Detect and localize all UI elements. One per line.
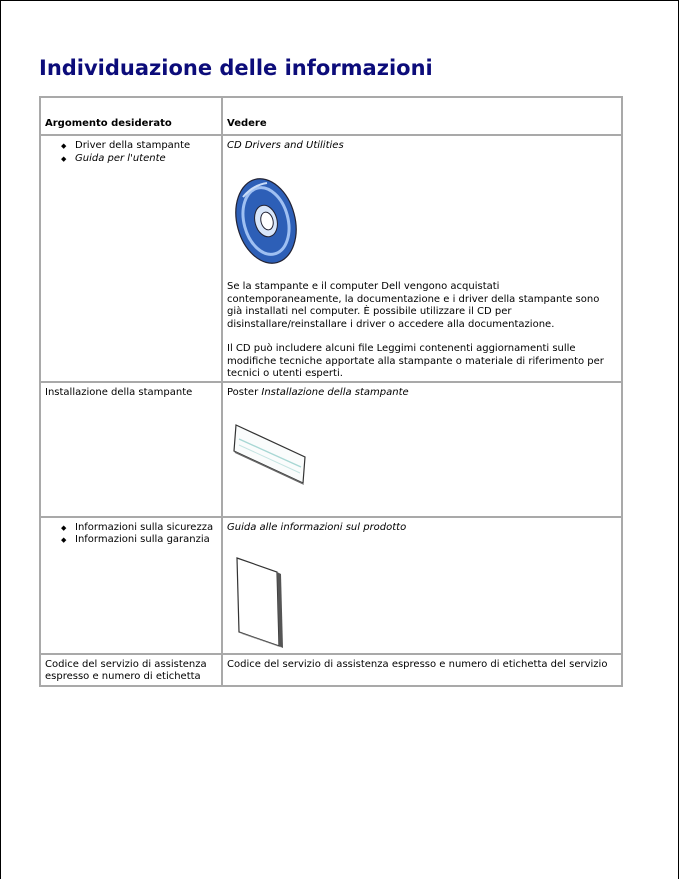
row4-see: Codice del servizio di assistenza espresso e numero di etichetta del servizio	[222, 654, 622, 686]
poster-caption: Poster Installazione della stampante	[227, 386, 409, 398]
row3-see	[222, 517, 622, 654]
list-item: ◆ Driver della stampante	[75, 140, 217, 153]
row1-topic	[40, 135, 222, 382]
guide-caption: Guida alle informazioni sul prodotto	[227, 521, 407, 533]
booklet-icon	[233, 556, 617, 653]
cd-paragraph-2: Il CD può includere alcuni file Leggimi contenenti aggiornamenti sulle modifiche tecniche apportate alla stampante o materiale di riferimento per tecnici o utenti esperti.	[227, 343, 604, 379]
info-table	[39, 96, 623, 687]
list-item[interactable]: ◆ Guida per l'utente	[75, 153, 217, 166]
poster-icon	[233, 423, 617, 492]
table-row	[40, 135, 622, 382]
table-header-row	[40, 97, 622, 135]
header-topic: Argomento desiderato	[40, 97, 222, 135]
row1-list	[45, 140, 217, 165]
cd-icon	[233, 177, 617, 274]
list-item: ◆ Informazioni sulla garanzia	[75, 534, 217, 547]
list-item: ◆ Informazioni sulla sicurezza	[75, 522, 217, 535]
table-row	[40, 517, 622, 654]
page-title: Individuazione delle informazioni	[39, 56, 433, 80]
row4-topic: Codice del servizio di assistenza espresso e numero di etichetta	[40, 654, 222, 686]
table-row	[40, 382, 622, 517]
row3-topic	[40, 517, 222, 654]
cd-paragraph-1: Se la stampante e il computer Dell vengono acquistati contemporaneamente, la documentazione e i driver della stampante sono già installati nel computer. È possibile utilizzare il CD per disinstallare/reinstallare i driver o accedere alla documentazione.	[227, 281, 600, 330]
header-see: Vedere	[222, 97, 622, 135]
cd-title: CD Drivers and Utilities	[227, 140, 344, 151]
row3-list	[45, 522, 217, 547]
table-row	[40, 654, 622, 686]
row2-see	[222, 382, 622, 517]
row2-topic: Installazione della stampante	[40, 382, 222, 517]
row1-see	[222, 135, 622, 382]
